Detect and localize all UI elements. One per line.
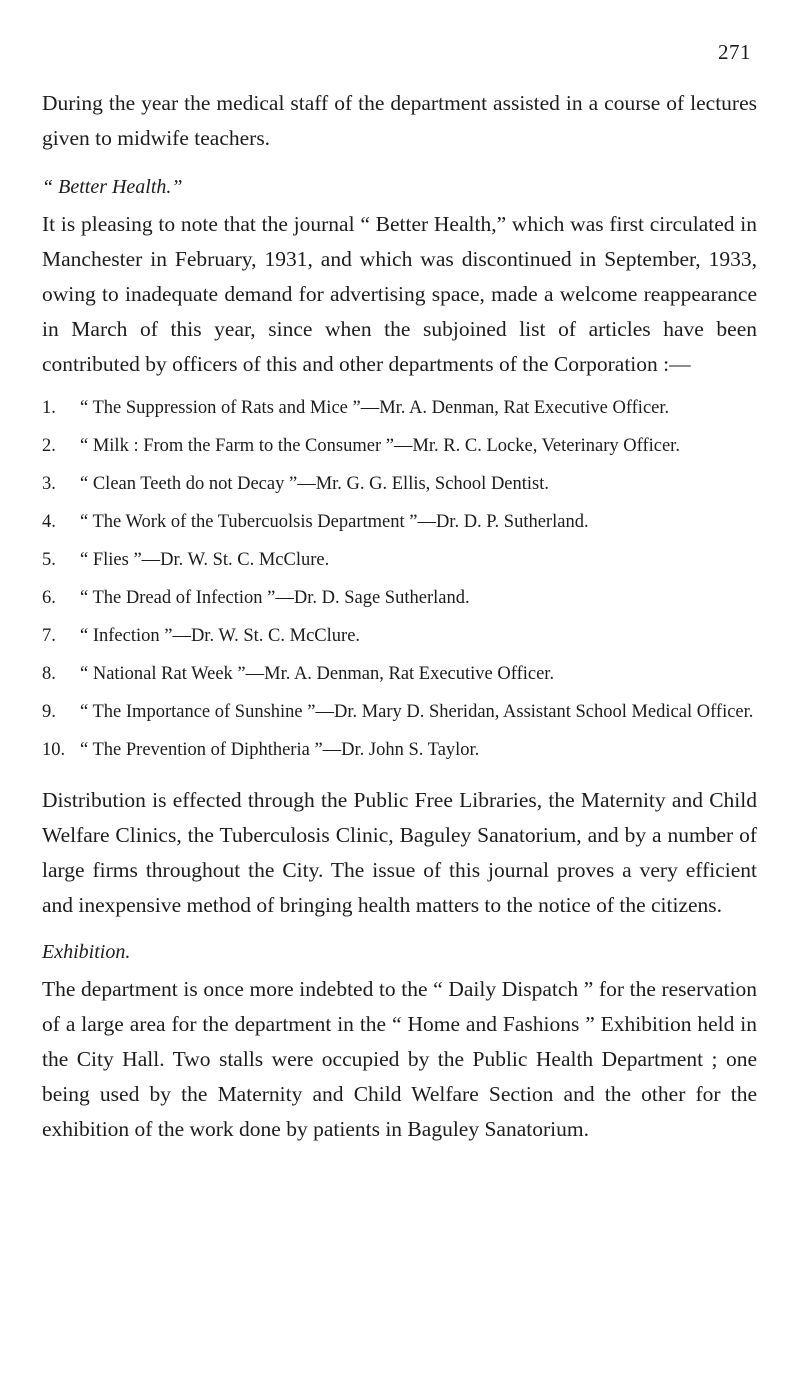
list-item: [42, 698, 757, 727]
section-heading-exhibition: Exhibition.: [42, 941, 131, 963]
list-item-number: 9.: [42, 702, 56, 722]
list-item-text: “ The Work of the Tubercuolsis Department ”—Dr. D. P. Sutherland.: [80, 512, 589, 532]
list-item-text: “ The Prevention of Diphtheria ”—Dr. John S. Taylor.: [80, 740, 480, 760]
list-item-number: 4.: [42, 512, 56, 532]
list-item: [42, 432, 757, 461]
page-number: 271: [718, 40, 751, 64]
list-item-text: “ The Dread of Infection ”—Dr. D. Sage Sutherland.: [80, 588, 470, 608]
list-item: [42, 584, 757, 613]
exhibition-paragraph: The department is once more indebted to the “ Daily Dispatch ” for the reservation of a large area for the department in the “ Home and Fashions ” Exhibition held in the City Hall. Two stalls were occupied by the Public Health Department ; one being used by the Maternity and Child Welfare Section and the other for the exhibition of the work done by patients in Baguley Sanatorium.: [42, 977, 757, 1141]
list-item-text: “ National Rat Week ”—Mr. A. Denman, Rat Executive Officer.: [80, 664, 555, 684]
list-item-number: 2.: [42, 436, 56, 456]
list-item: [42, 546, 757, 575]
articles-list: [42, 394, 757, 765]
list-item: [42, 470, 757, 499]
page-content: [42, 86, 757, 1147]
list-item-text: “ Infection ”—Dr. W. St. C. McClure.: [80, 626, 361, 646]
list-item: [42, 736, 757, 765]
list-item-number: 8.: [42, 664, 56, 684]
list-item-number: 7.: [42, 626, 56, 646]
list-item-text: “ Milk : From the Farm to the Consumer ”—Mr. R. C. Locke, Veterinary Officer.: [80, 436, 680, 456]
list-item-number: 1.: [42, 398, 56, 418]
list-item-text: “ Clean Teeth do not Decay ”—Mr. G. G. Ellis, School Dentist.: [80, 474, 550, 494]
list-item-number: 10.: [42, 740, 66, 760]
section-heading-better-health: “ Better Health.”: [42, 176, 183, 198]
better-health-paragraph: It is pleasing to note that the journal “ Better Health,” which was first circulated in Manchester in February, 1931, and which was discontinued in September, 1933, owing to inadequate demand for advertising space, made a welcome reappearance in March of this year, since when the subjoined list of articles have been contributed by officers of this and other departments of the Corporation :—: [42, 212, 757, 376]
list-item-text: “ The Importance of Sunshine ”—Dr. Mary D. Sheridan, Assistant School Medical Officer.: [80, 702, 754, 722]
list-item: [42, 394, 757, 423]
list-item-text: “ The Suppression of Rats and Mice ”—Mr. A. Denman, Rat Executive Officer.: [80, 398, 670, 418]
intro-paragraph: During the year the medical staff of the department assisted in a course of lectures given to midwife teachers.: [42, 91, 757, 150]
list-item: [42, 622, 757, 651]
list-item-text: “ Flies ”—Dr. W. St. C. McClure.: [80, 550, 330, 570]
list-item: [42, 660, 757, 689]
list-item-number: 6.: [42, 588, 56, 608]
list-item-number: 5.: [42, 550, 56, 570]
list-item: [42, 508, 757, 537]
list-item-number: 3.: [42, 474, 56, 494]
distribution-paragraph: Distribution is effected through the Public Free Libraries, the Maternity and Child Welfare Clinics, the Tuberculosis Clinic, Baguley Sanatorium, and by a number of large firms throughout the City. The issue of this journal proves a very efficient and inexpensive method of bringing health matters to the notice of the citizens.: [42, 788, 757, 917]
